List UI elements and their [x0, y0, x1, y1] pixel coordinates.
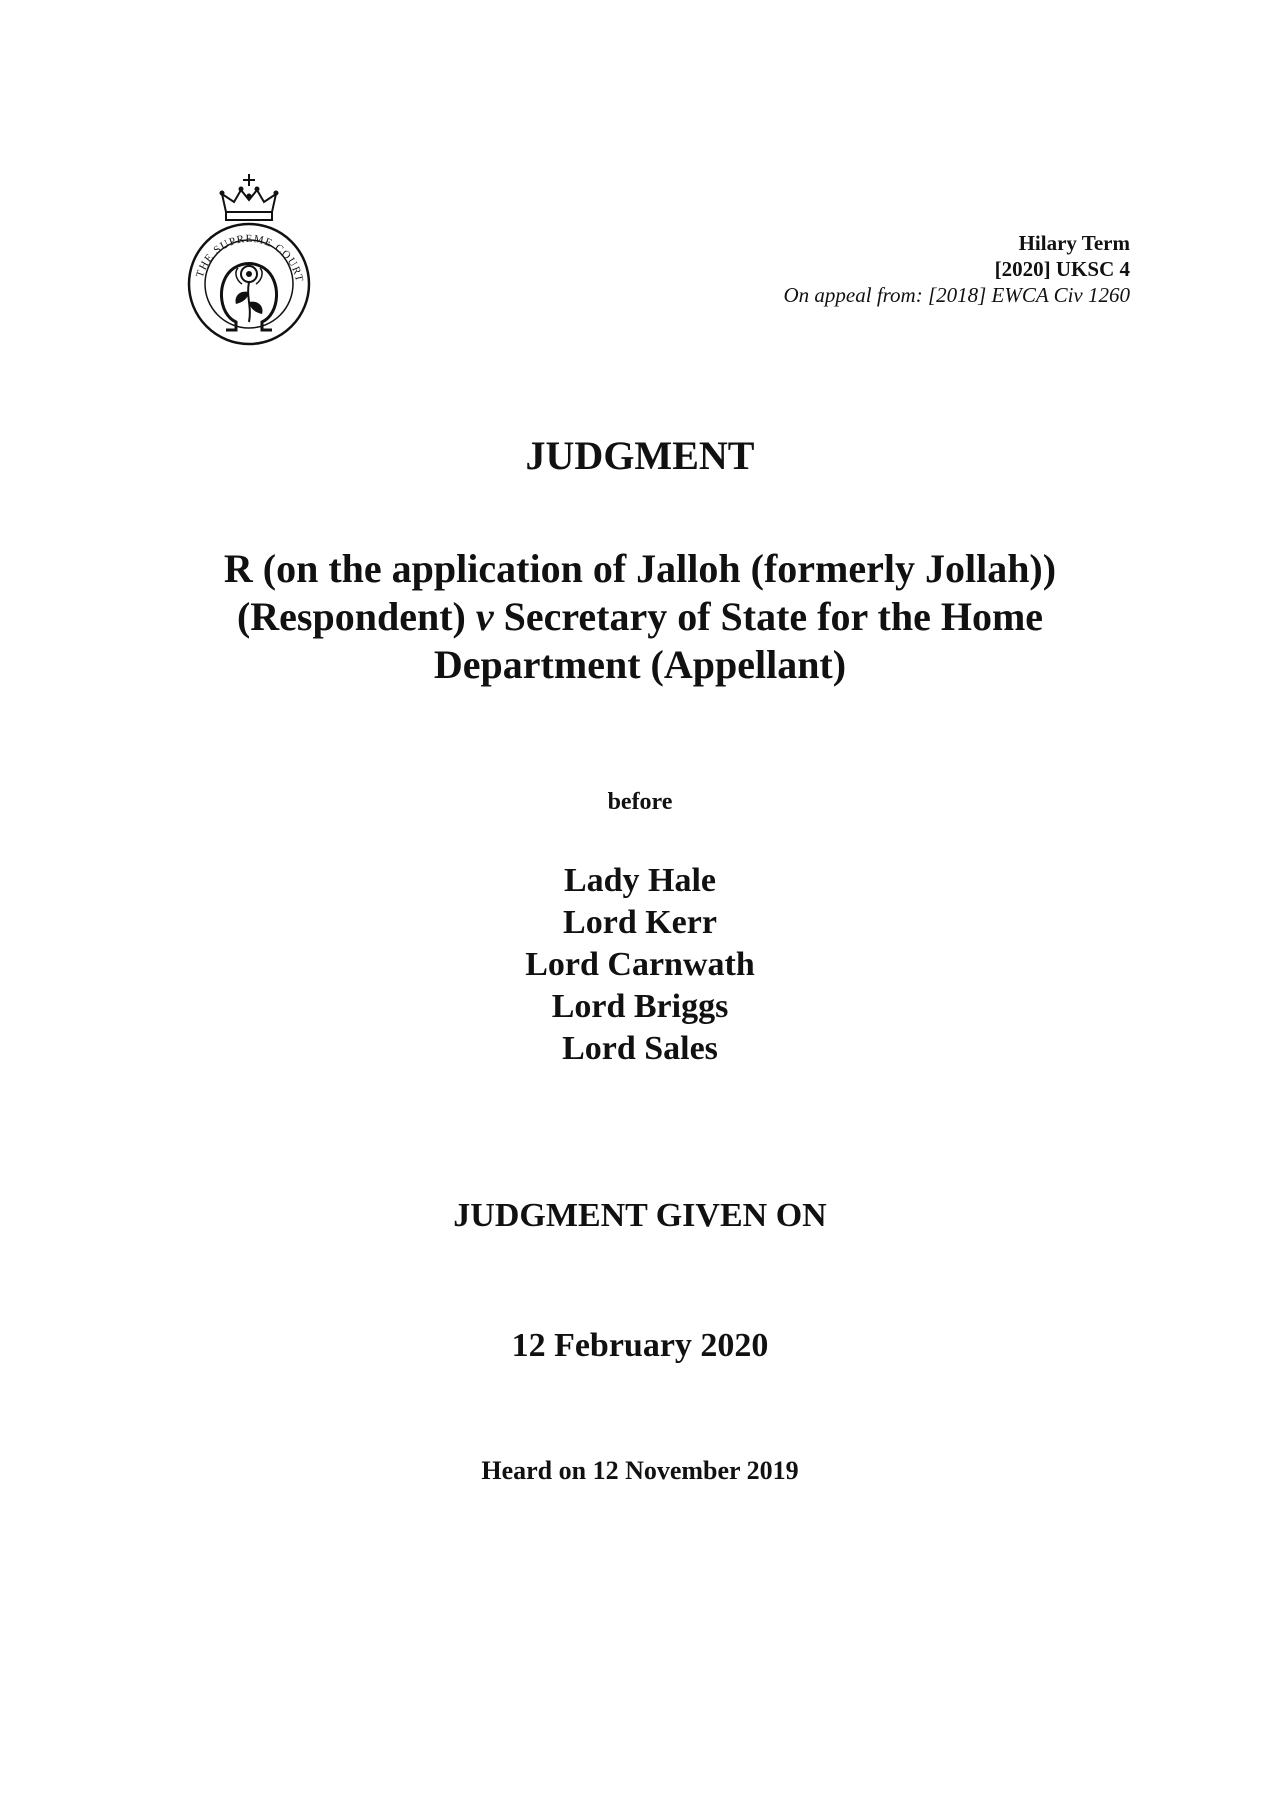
crest-ring-text: THE SUPREME COURT [193, 232, 306, 284]
judge-name: Lord Carnwath [525, 946, 755, 983]
before-label: before [607, 789, 673, 815]
case-title-line-3: Department (Appellant) [433, 642, 847, 687]
term-label: Hilary Term [1018, 231, 1130, 255]
judges-list [0, 860, 1280, 1070]
page-title: JUDGMENT [525, 433, 755, 478]
judge-name: Lady Hale [563, 862, 717, 899]
case-title [0, 545, 1280, 689]
case-title-respondent: (Respondent) [236, 594, 476, 639]
case-reference-block [784, 230, 1131, 308]
versus-marker: v [475, 594, 494, 639]
judge-name: Lord Sales [562, 1030, 718, 1067]
judge-name: Lord Briggs [551, 988, 729, 1025]
case-title-line-1: R (on the application of Jalloh (formerly Jollah)) [223, 546, 1057, 591]
judge-name: Lord Kerr [563, 904, 717, 941]
judgment-given-heading: JUDGMENT GIVEN ON [453, 1197, 827, 1234]
supreme-court-crest-icon [186, 172, 312, 348]
case-title-appellant-start: Secretary of State for the Home [493, 594, 1044, 639]
appeal-from-citation: On appeal from: [2018] EWCA Civ 1260 [783, 283, 1130, 307]
neutral-citation: [2020] UKSC 4 [994, 257, 1130, 281]
judgment-date: 12 February 2020 [511, 1327, 769, 1364]
hearing-date: Heard on 12 November 2019 [481, 1456, 799, 1485]
case-title-line-2 [0, 593, 1280, 641]
